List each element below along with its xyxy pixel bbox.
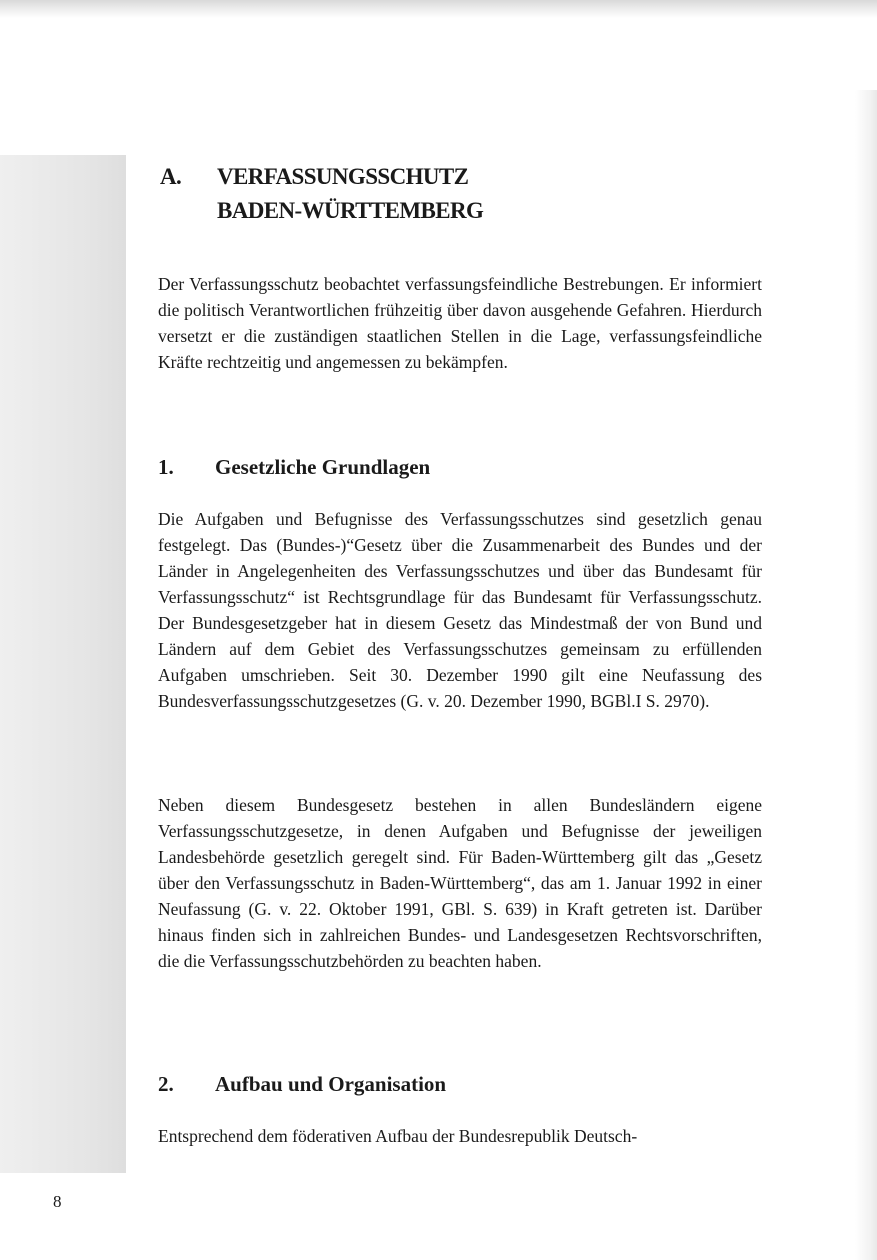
chapter-number: A. — [160, 164, 182, 189]
margin-band — [0, 155, 126, 1173]
chapter-title — [160, 160, 483, 228]
section-1-paragraph-2: Neben diesem Bundesgesetz bestehen in allen Bundesländern eigene Verfassungsschutzgesetze, in denen Aufgaben und Befugnisse der jeweiligen Landesbehörde gesetzlich geregelt sind. Für Baden-Württemberg gilt das „Gesetz über den Verfassungsschutz in Baden-Württemberg“, das am 1. Januar 1992 in einer Neufassung (G. v. 22. Oktober 1991, GBl. S. 639) in Kraft getreten ist. Darüber hinaus finden sich in zahlreichen Bundes- und Landesgesetzen Rechtsvorschriften, die die Verfassungsschutzbehörden zu beachten haben. — [158, 795, 762, 971]
chapter-title-line-1: VERFASSUNGSSCHUTZ — [217, 164, 469, 189]
scan-top-edge — [0, 0, 877, 18]
section-title-2: Aufbau und Organisation — [215, 1072, 447, 1096]
scan-right-edge — [855, 90, 877, 1260]
page-number: 8 — [53, 1192, 62, 1211]
section-number-2: 2. — [158, 1072, 174, 1096]
section-2-paragraph-1: Entsprechend dem föderativen Aufbau der Bundesrepublik Deutsch- — [158, 1126, 638, 1146]
section-heading-2 — [158, 1071, 446, 1097]
section-1-paragraph-1: Die Aufgaben und Befugnisse des Verfassungsschutzes sind gesetzlich genau festgelegt. Das (Bundes-)“Gesetz über die Zusammenarbeit des Bundes und der Länder in Angelegenheiten des Verfassungsschutzes und über das Bundesamt für Verfassungsschutz“ ist Rechtsgrundlage für das Bundesamt für Verfassungsschutz. Der Bundesgesetzgeber hat in diesem Gesetz das Mindestmaß der von Bund und Ländern auf dem Gebiet des Verfassungsschutzes gemeinsam zu erfüllenden Aufgaben umschrieben. Seit 30. Dezember 1990 gilt eine Neufassung des Bundesverfassungsschutzgesetzes (G. v. 20. Dezember 1990, BGBl.I S. 2970). — [158, 509, 762, 711]
section-title-1: Gesetzliche Grundlagen — [215, 455, 431, 479]
chapter-title-line-2: BADEN-WÜRTTEMBERG — [217, 198, 484, 223]
intro-paragraph: Der Verfassungsschutz beobachtet verfassungsfeindliche Bestrebungen. Er informiert die politisch Verantwortlichen frühzeitig über davon ausgehende Gefahren. Hierdurch versetzt er die zuständigen staatlichen Stellen in die Lage, verfassungsfeindliche Kräfte rechtzeitig und angemessen zu bekämpfen. — [158, 274, 762, 372]
section-number-1: 1. — [158, 455, 174, 479]
section-heading-1 — [158, 454, 430, 480]
